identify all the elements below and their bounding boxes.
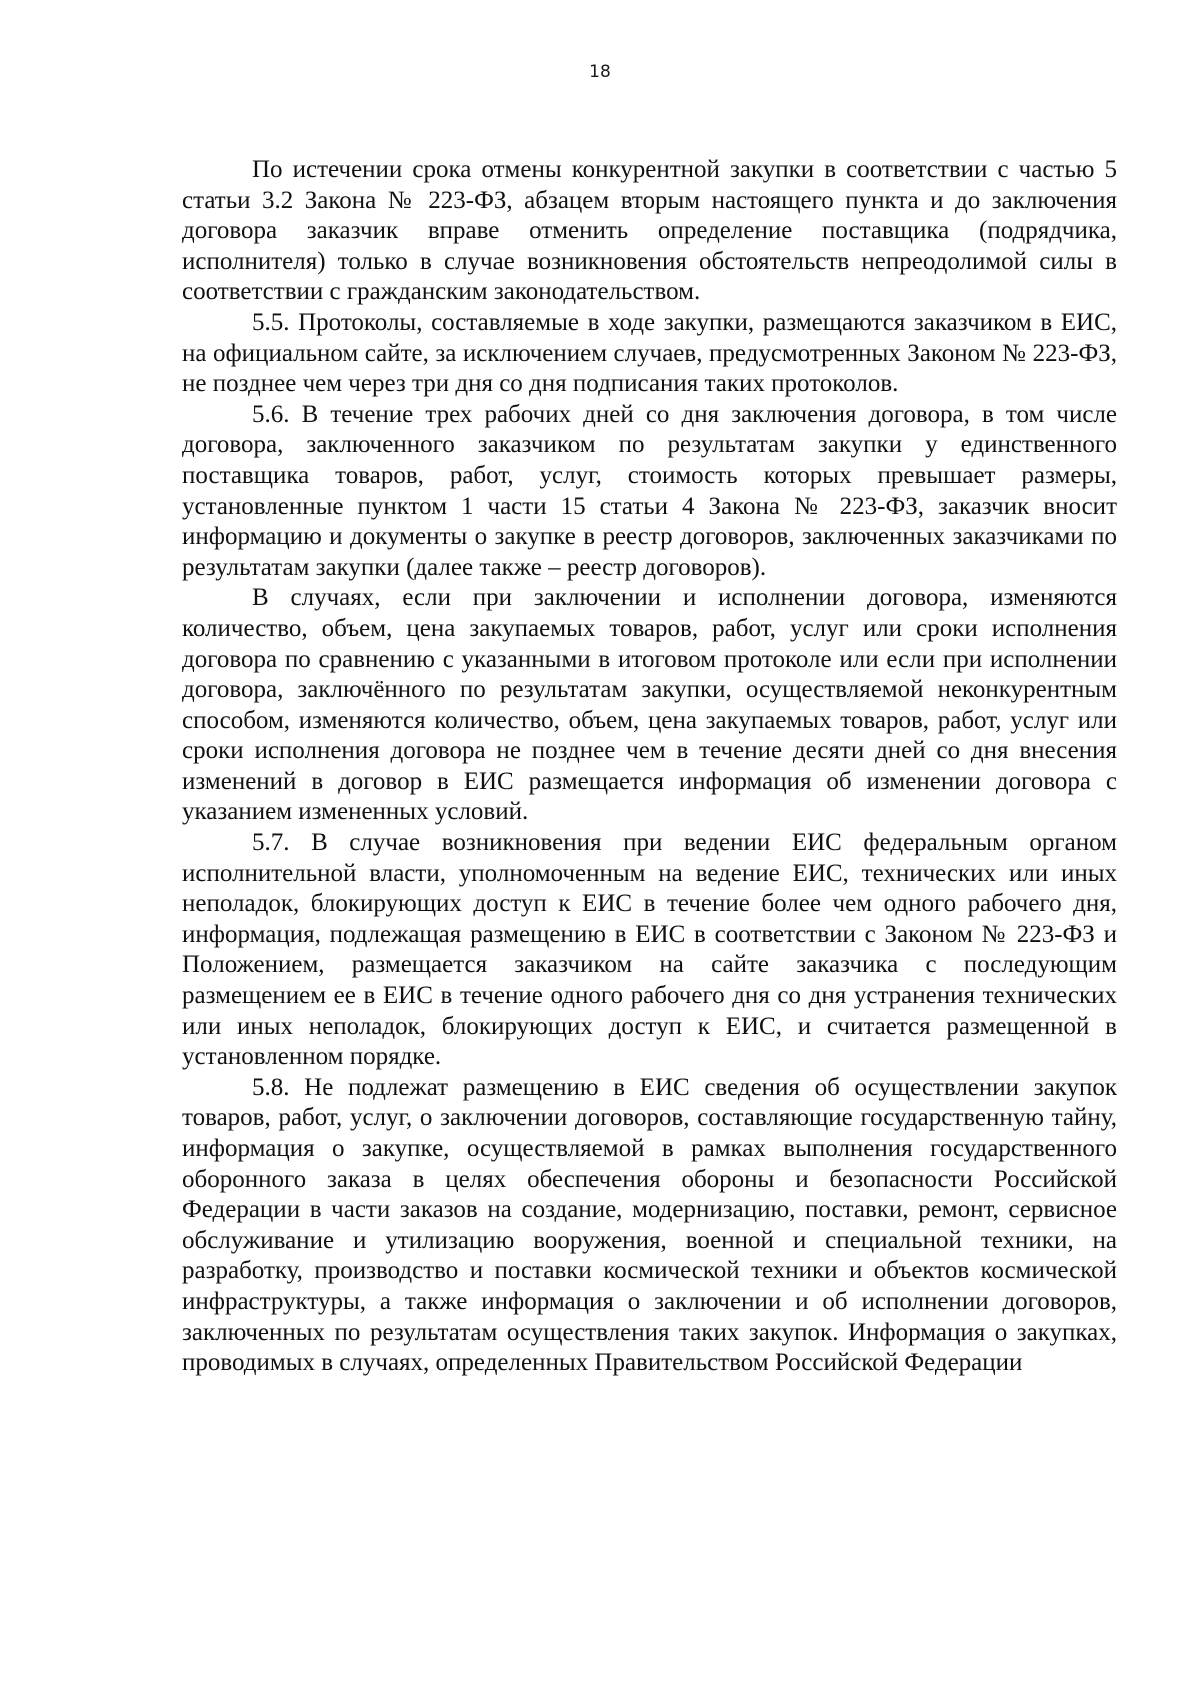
page-number: 18 [589,62,611,82]
paragraph-5-6: 5.6. В течение трех рабочих дней со дня заключения договора, в том числе договора, заключенного заказчиком по результатам закупки у единственного поставщика товаров, работ, услуг, стоимость которых превышает размеры, установленные пунктом 1 части 15 статьи 4 Закона № 223-ФЗ, заказчик вносит информацию и документы о закупке в реестр договоров, заключенных заказчиками по результатам закупки (далее также – реестр договоров). [182,400,1117,581]
paragraph-5-5: 5.5. Протоколы, составляемые в ходе закупки, размещаются заказчиком в ЕИС, на официальном сайте, за исключением случаев, предусмотренных Законом № 223-ФЗ, не позднее чем через три дня со дня подписания таких протоколов. [182,308,1117,398]
paragraph-cancellation: По истечении срока отмены конкурентной закупки в соответствии с частью 5 статьи 3.2 Закона № 223-ФЗ, абзацем вторым настоящего пункта и до заключения договора заказчик вправе отменить определение поставщика (подрядчика, исполнителя) только в случае возникновения обстоятельств непреодолимой силы в соответствии с гражданским законодательством. [182,156,1117,306]
paragraph-5-7: 5.7. В случае возникновения при ведении ЕИС федеральным органом исполнительной власти, уполномоченным на ведение ЕИС, технических или иных неполадок, блокирующих доступ к ЕИС в течение более чем одного рабочего дня, информация, подлежащая размещению в ЕИС в соответствии с Законом № 223-ФЗ и Положением, размещается заказчиком на сайте заказчика с последующим размещением ее в ЕИС в течение одного рабочего дня со дня устранения технических или иных неполадок, блокирующих доступ к ЕИС, и считается размещенной в установленном порядке. [182,829,1117,1071]
paragraph-5-8: 5.8. Не подлежат размещению в ЕИС сведения об осуществлении закупок товаров, работ, услуг, о заключении договоров, составляющие государственную тайну, информация о закупке, осуществляемой в рамках выполнения государственного оборонного заказа в целях обеспечения обороны и безопасности Российской Федерации в части заказов на создание, модернизацию, поставки, ремонт, сервисное обслуживание и утилизацию вооружения, военной и специальной техники, на разработку, производство и поставки космической техники и объектов космической инфраструктуры, а также информация о заключении и об исполнении договоров, заключенных по результатам осуществления таких закупок. Информация о закупках, проводимых в случаях, определенных Правительством Российской Федерации [182,1073,1117,1377]
paragraph-contract-changes: В случаях, если при заключении и исполнении договора, изменяются количество, объем, цена закупаемых товаров, работ, услуг или сроки исполнения договора по сравнению с указанными в итоговом протоколе или если при исполнении договора, заключённого по результатам закупки, осуществляемой неконкурентным способом, изменяются количество, объем, цена закупаемых товаров, работ, услуг или сроки исполнения договора не позднее чем в течение десяти дней со дня внесения изменений в договор в ЕИС размещается информация об изменении договора с указанием измененных условий. [182,584,1117,826]
document-body [182,155,1117,1379]
